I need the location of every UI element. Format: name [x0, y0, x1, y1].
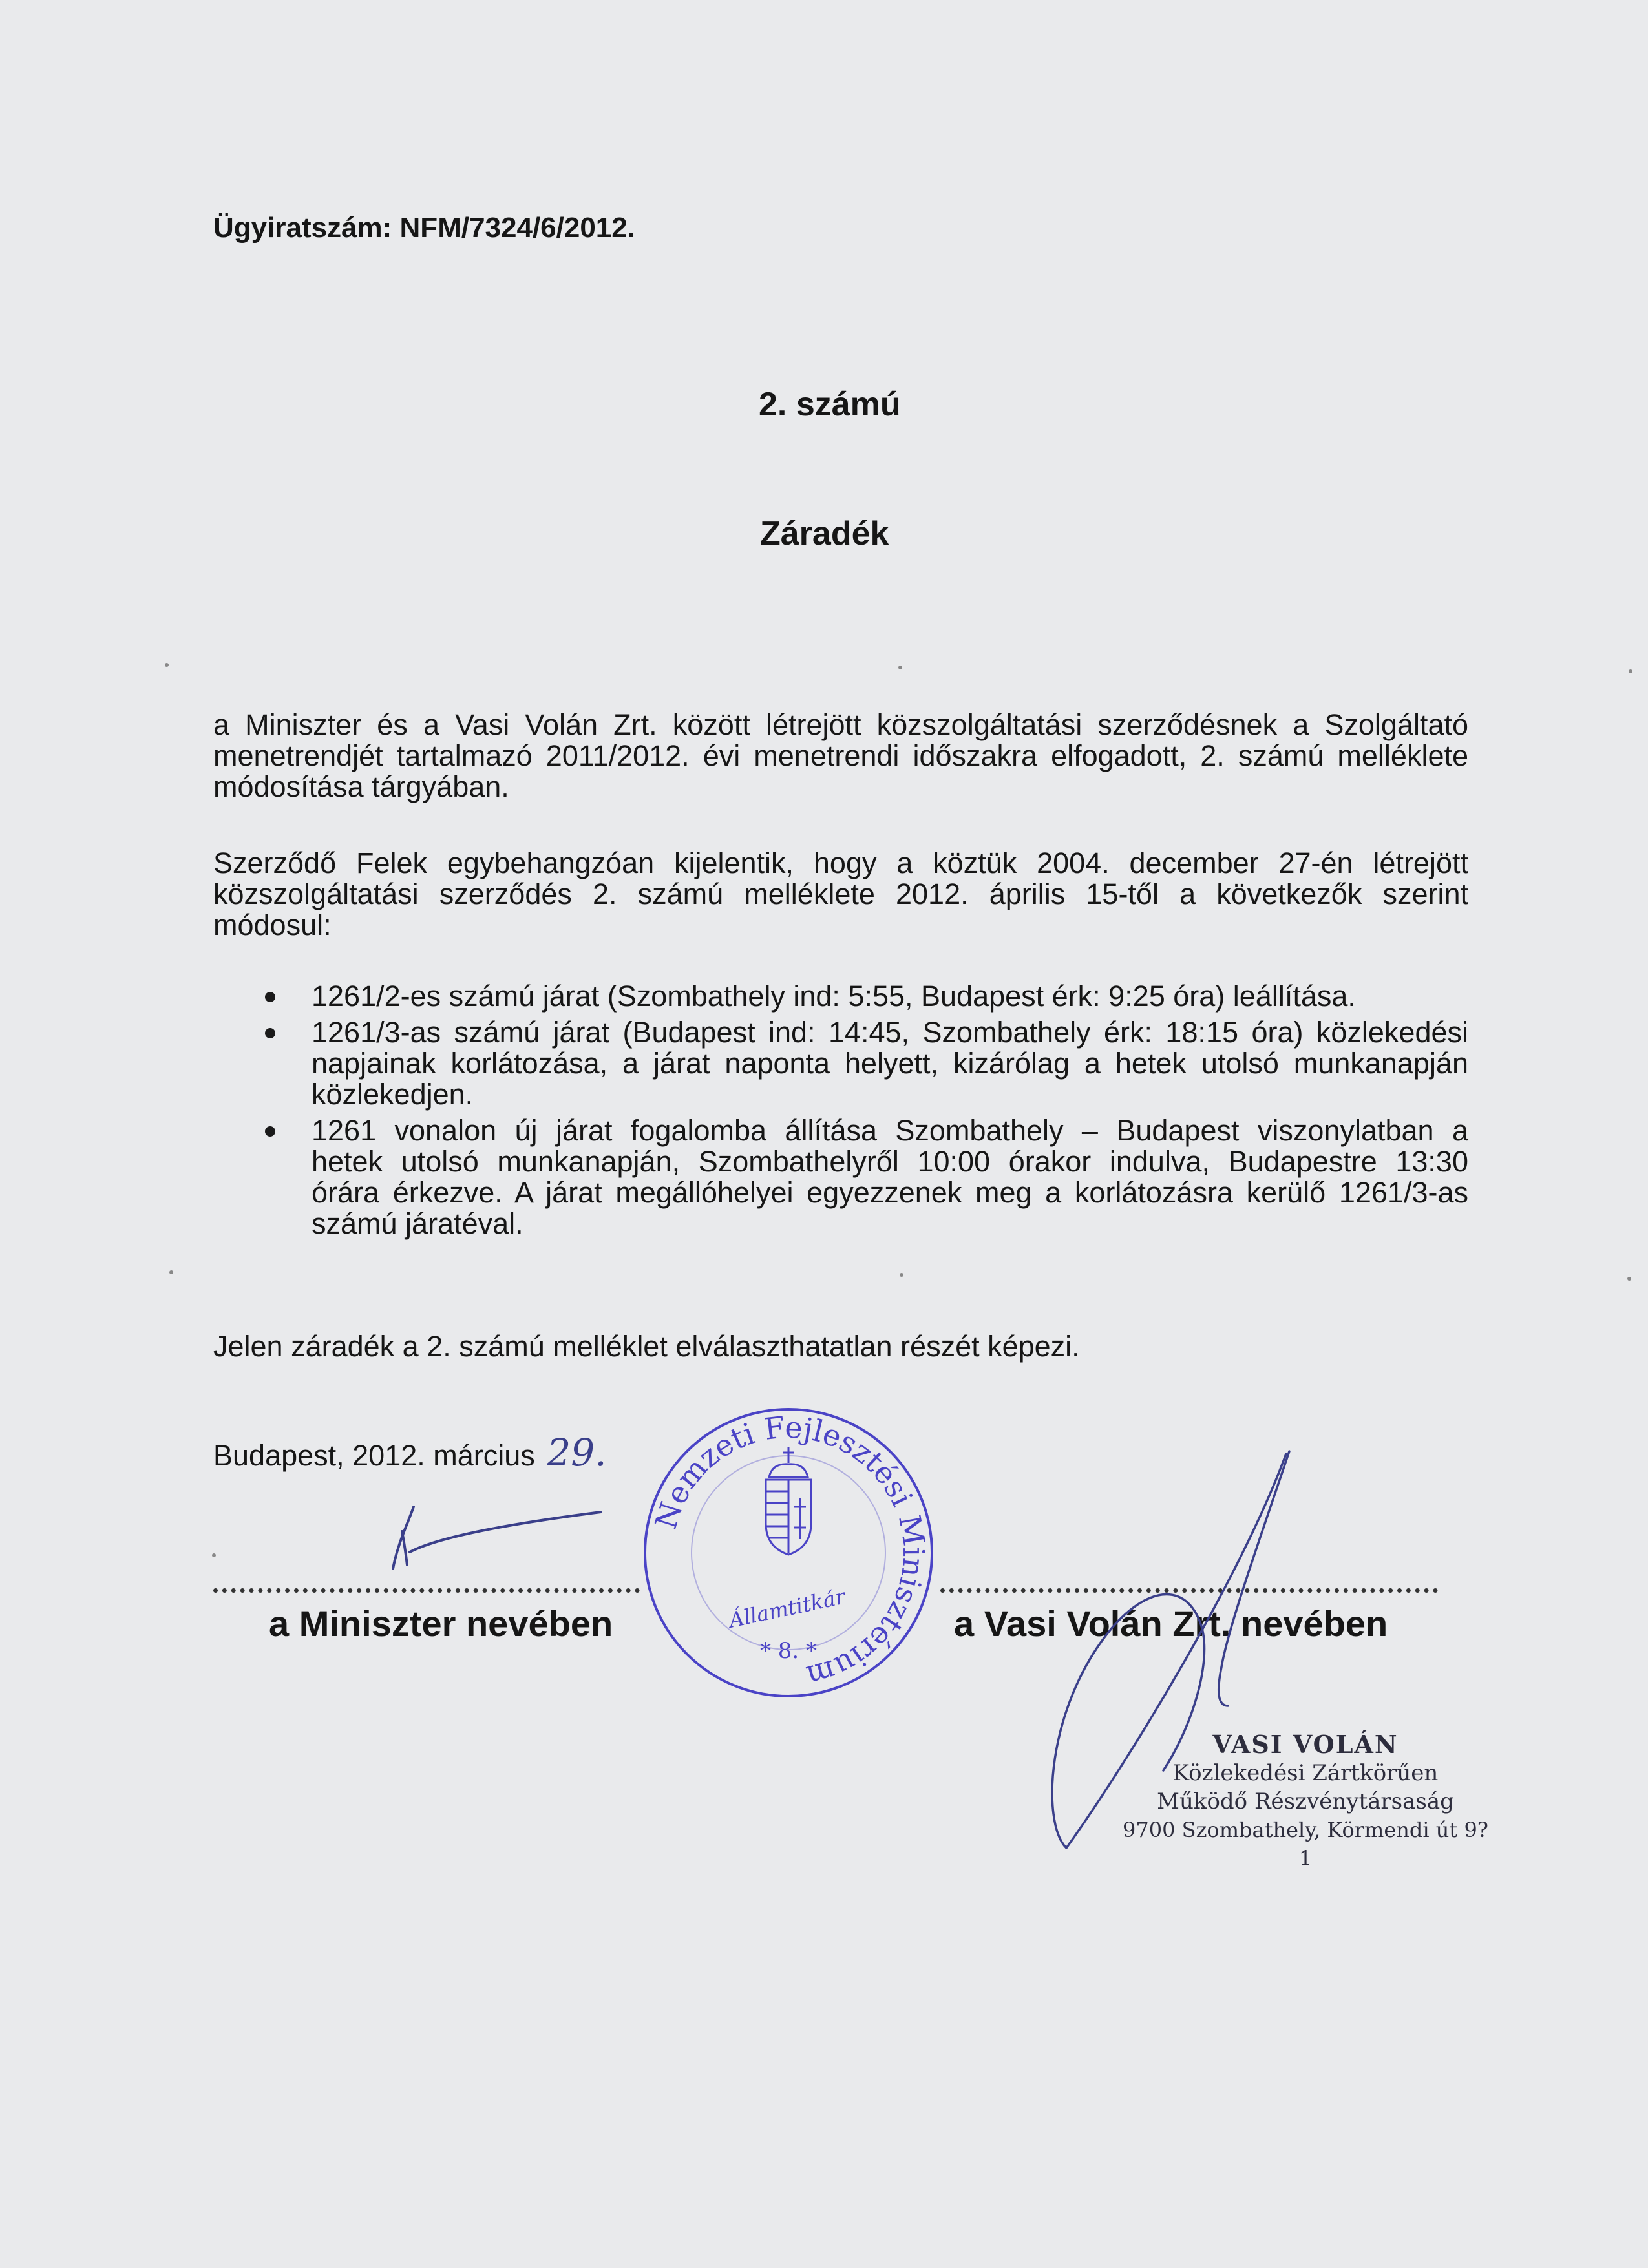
list-item-line: órára érkezve. A járat megállóhelyei egyezzenek meg a korlátozásra kerülő 1261/3-as [312, 1176, 1468, 1209]
ministry-stamp-number: * 8. * [759, 1638, 818, 1664]
list-item-line: napjainak korlátozása, a járat naponta helyett, kizárólag a hetek utolsó munkanapján [312, 1047, 1468, 1080]
intro-line: a Miniszter és a Vasi Volán Zrt. között létrejött közszolgáltatási szerződésnek a Szolgáltató [213, 708, 1468, 741]
company-stamp [1099, 1730, 1512, 1873]
company-stamp-name: VASI VOLÁN [1212, 1730, 1399, 1759]
list-item-line: 1261 vonalon új járat fogalomba állítása Szombathely – Budapest viszonylatban a [312, 1114, 1468, 1147]
list-item-line: 1261/3-as számú járat (Budapest ind: 14:45, Szombathely érk: 18:15 óra) közlekedési [312, 1016, 1468, 1049]
intro-paragraph [213, 709, 1468, 803]
modification-list [213, 981, 1468, 1244]
company-stamp-address: 9700 Szombathely, Körmendi út 9? [1123, 1818, 1488, 1842]
agreement-paragraph [213, 848, 1468, 941]
ministry-stamp [637, 1401, 940, 1705]
handwritten-day: 29. [547, 1431, 607, 1475]
company-stamp-line: Működő Részvénytársaság [1157, 1789, 1454, 1814]
ministry-stamp-ring-text: Nemzeti Fejlesztési Minisztérium [648, 1409, 932, 1695]
scan-speck [1627, 1277, 1631, 1281]
intro-line: módosítása tárgyában. [213, 770, 509, 803]
list-item [213, 1017, 1468, 1110]
scan-speck [212, 1553, 216, 1557]
scan-speck [900, 1273, 903, 1277]
minister-signature-title: a Miniszter nevében [269, 1603, 613, 1644]
scan-speck [898, 666, 902, 669]
list-item [213, 1115, 1468, 1239]
list-item-line: számú járatéval. [312, 1207, 523, 1240]
minister-signature-line [213, 1584, 640, 1593]
intro-line: menetrendjét tartalmazó 2011/2012. évi menetrendi időszakra elfogadott, 2. számú melléklete [213, 739, 1468, 772]
closing-sentence: Jelen záradék a 2. számú melléklet elválaszthatatlan részét képezi. [213, 1330, 1080, 1363]
company-stamp-line: Közlekedési Zártkörűen [1172, 1760, 1439, 1786]
date-prefix: Budapest, 2012. március [213, 1439, 535, 1472]
scan-speck [169, 1270, 173, 1274]
company-signature-title: a Vasi Volán Zrt. nevében [954, 1603, 1388, 1644]
agreement-line: módosul: [213, 908, 332, 941]
date-line [213, 1431, 607, 1475]
list-item [213, 981, 1468, 1012]
agreement-line: közszolgáltatási szerződés 2. számú melléklete 2012. április 15-től a következők szerint [213, 877, 1468, 910]
list-item-line: közlekedjen. [312, 1078, 474, 1111]
coat-of-arms-icon [766, 1447, 811, 1555]
minister-signature [362, 1493, 620, 1577]
bullet-icon [265, 1028, 275, 1038]
list-item-line: hetek utolsó munkanapján, Szombathelyről 10:00 órakor indulva, Budapestre 13:30 [312, 1145, 1468, 1178]
company-stamp-number: 1 [1298, 1846, 1313, 1871]
scan-speck [165, 663, 169, 667]
file-number: Ügyiratszám: NFM/7324/6/2012. [213, 212, 635, 244]
scan-speck [1629, 669, 1632, 673]
ministry-stamp-title: Államtitkár [726, 1584, 848, 1633]
bullet-icon [265, 1126, 275, 1137]
list-item-line: 1261/2-es számú járat (Szombathely ind: 5:55, Budapest érk: 9:25 óra) leállítása. [312, 980, 1356, 1013]
agreement-line: Szerződő Felek egybehangzóan kijelentik, hogy a köztük 2004. december 27-én létrejött [213, 846, 1468, 879]
document-number-heading: 2. számú [759, 386, 901, 423]
bullet-icon [265, 992, 275, 1002]
document-title: Záradék [760, 515, 889, 552]
